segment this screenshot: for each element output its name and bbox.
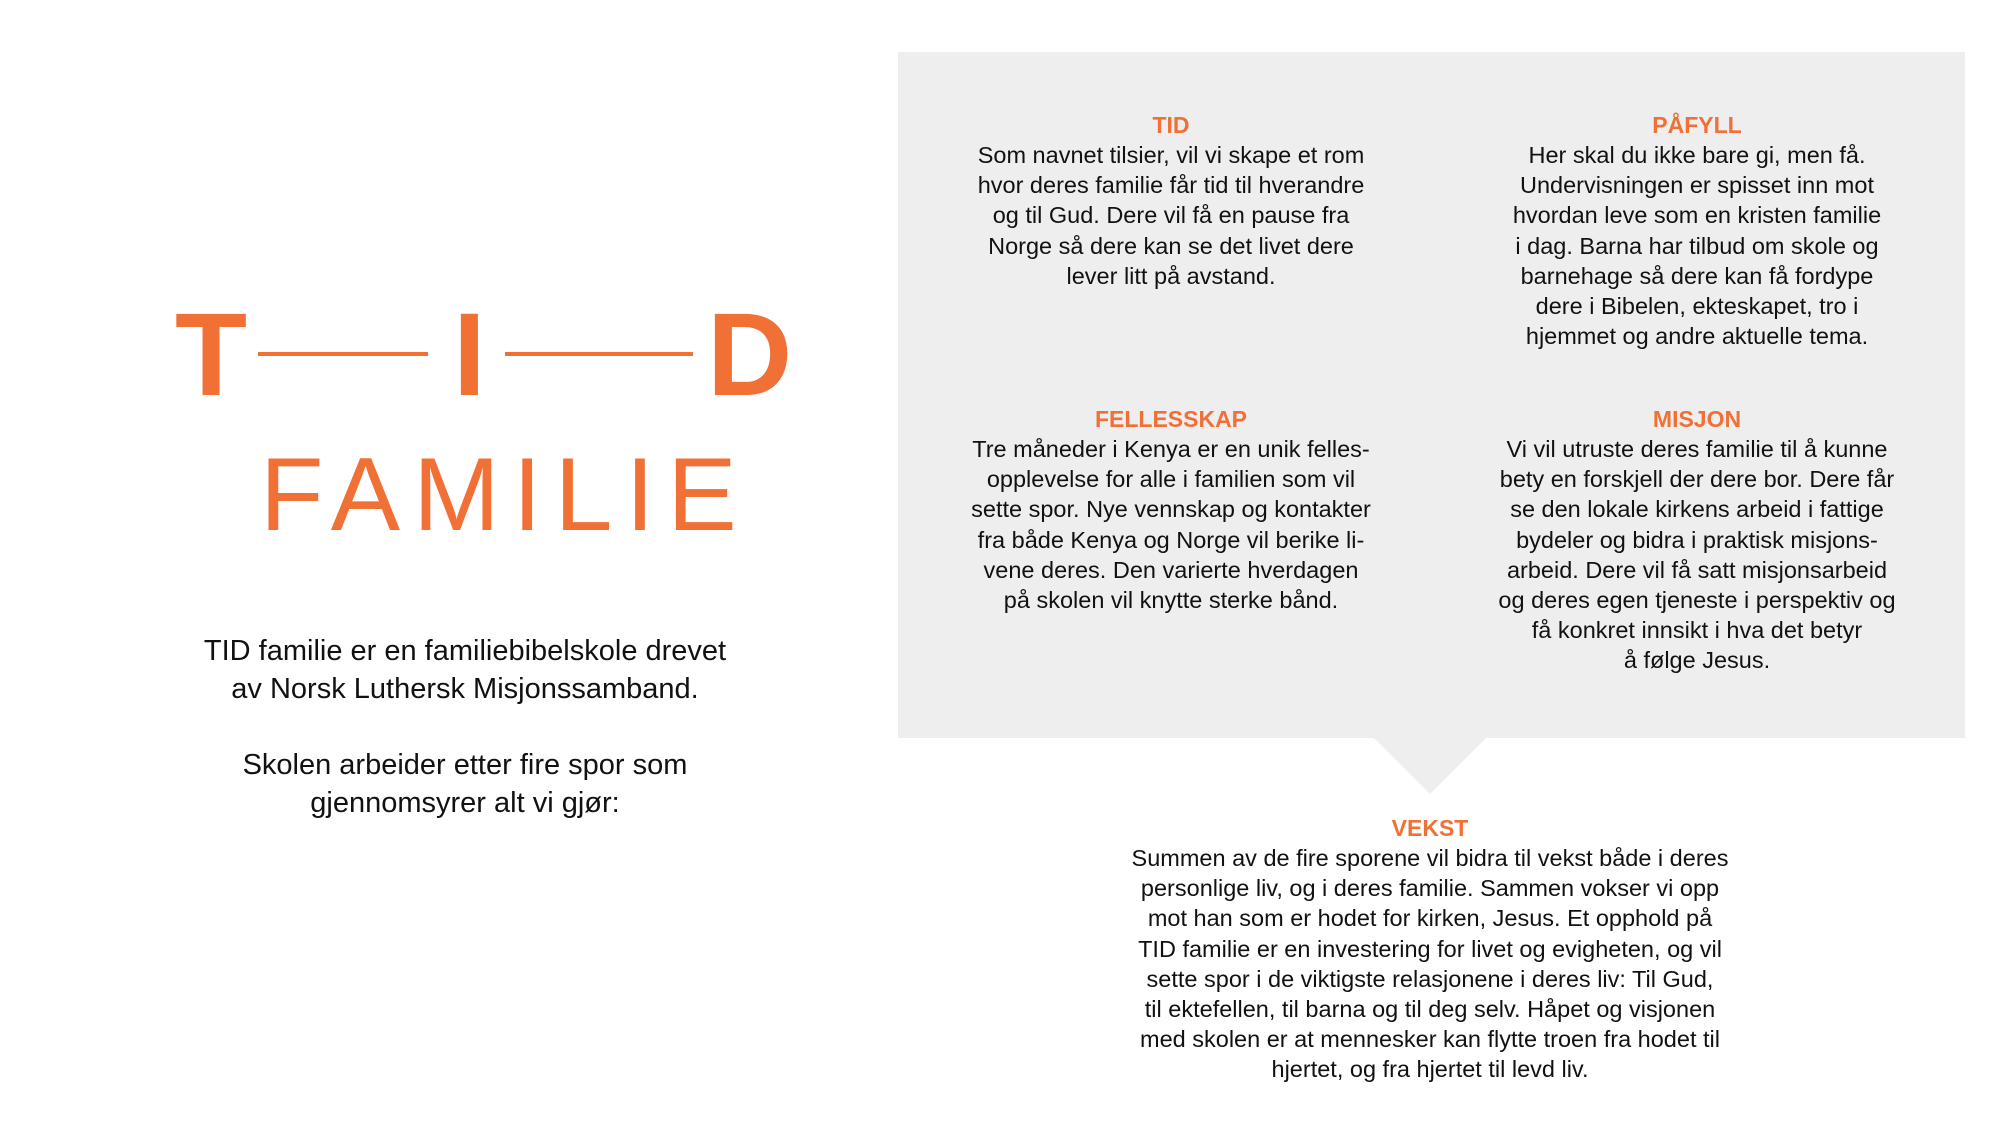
- spor-pafyll: [1467, 110, 1927, 351]
- intro-text: [140, 632, 790, 822]
- logo-subtitle: FAMILIE: [260, 437, 750, 553]
- logo-letter-d: D: [707, 289, 793, 421]
- spor-tid: [941, 110, 1401, 291]
- intro-paragraph-1: TID familie er en familiebibelskole drevet av Norsk Luthersk Misjonssamband.: [203, 635, 727, 705]
- spor-title: MISJON: [1652, 406, 1742, 432]
- spor-title: FELLESSKAP: [1094, 406, 1248, 432]
- spor-fellesskap: [941, 404, 1401, 615]
- logo-letter-t: T: [175, 289, 248, 421]
- spor-body: Her skal du ikke bare gi, men få. Undervisningen er spisset inn mot hvordan leve som en kristen familie i dag. Barna har tilbud om skole og barnehage så dere kan få fordype dere i Bibelen, ekteskapet, tro i hjemmet og andre aktuelle tema.: [1512, 142, 1882, 350]
- spor-title: TID: [1152, 112, 1190, 138]
- logo-divider-line: [505, 352, 693, 356]
- intro-paragraph-2: Skolen arbeider etter fire spor som gjennomsyrer alt vi gjør:: [242, 749, 688, 819]
- spor-misjon: [1467, 404, 1927, 676]
- tid-familie-logo: [170, 289, 793, 553]
- panel-pointer: [1374, 738, 1486, 794]
- spor-title: VEKST: [1391, 815, 1469, 841]
- spor-title: PÅFYLL: [1652, 112, 1742, 138]
- spor-body: Summen av de fire sporene vil bidra til vekst både i deres personlige liv, og i deres familie. Sammen vokser vi opp mot han som er hodet for kirken, Jesus. Et opphold på TID familie er en investering for livet og evigheten, og vil sette spor i de viktigste relasjonene i deres liv: Til Gud, til ektefellen, til barna og til deg selv. Håpet og visjonen med skolen er at mennesker kan flytte troen fra hodet til hjertet, og fra hjertet til levd liv.: [1131, 845, 1729, 1083]
- spor-body: Vi vil utruste deres familie til å kunne bety en forskjell der dere bor. Dere får se den lokale kirkens arbeid i fattige bydeler og bidra i praktisk misjons- arbeid. Dere vil få satt misjonsarbeid og deres egen tjeneste i perspektiv og få konkret innsikt i hva det betyr å følge Jesus.: [1498, 436, 1896, 674]
- spor-body: Tre måneder i Kenya er en unik felles- opplevelse for alle i familien som vil sette spor. Nye vennskap og kontakter fra både Kenya og Norge vil berike li- vene deres. Den varierte hverdagen på skolen vil knytte sterke bånd.: [971, 436, 1371, 614]
- logo-tid-row: [170, 289, 793, 421]
- logo-letter-i: I: [453, 289, 486, 421]
- spor-body: Som navnet tilsier, vil vi skape et rom hvor deres familie får tid til hverandre og til Gud. Dere vil få en pause fra Norge så dere kan se det livet dere lever litt på avstand.: [977, 142, 1365, 289]
- logo-divider-line: [258, 352, 428, 356]
- spor-vekst: [1080, 813, 1780, 1085]
